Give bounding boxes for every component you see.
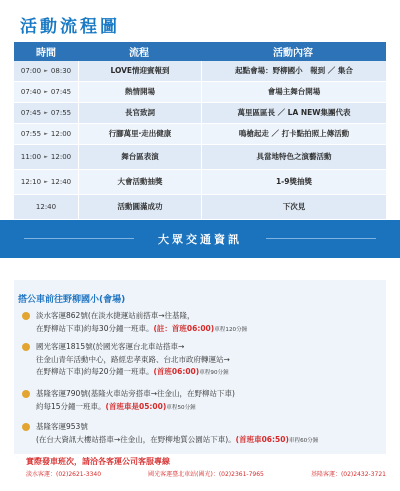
table-row bbox=[14, 124, 386, 145]
route-line: 國光客運1815號(於國光客運台北車站搭車→ bbox=[36, 342, 185, 351]
route-item bbox=[36, 388, 386, 414]
contact-tamsui: 淡水客運：(02)2621-3340 bbox=[26, 471, 102, 478]
flow-cell: 長官致詞 bbox=[78, 103, 201, 123]
schedule-table bbox=[14, 42, 386, 249]
time-start: 12:10 bbox=[20, 178, 42, 186]
schedule-header bbox=[14, 42, 386, 61]
table-row bbox=[14, 103, 386, 124]
page-title: 活動流程圖 bbox=[20, 17, 120, 37]
content-cell: 會場主舞台開場 bbox=[201, 82, 386, 102]
time-start: 07:45 bbox=[20, 109, 42, 117]
route-item bbox=[36, 421, 386, 447]
bullet-icon bbox=[22, 423, 30, 431]
route-text: 約每15分鐘一班車。 bbox=[36, 401, 106, 411]
content-cell: 萬里區區長 ／ LA NEW集團代表 bbox=[201, 103, 386, 123]
transport-banner bbox=[0, 220, 400, 258]
contact-kuokuang: 國光客運臺北車站(國光)：(02)2361-7965 bbox=[148, 471, 264, 478]
first-bus-highlight: (首班車06:50) bbox=[235, 434, 289, 444]
route-line: 淡水客運862號(在淡水捷運站前搭車→往基隆， bbox=[36, 311, 195, 320]
route-line bbox=[36, 401, 386, 415]
header-flow: 流程 bbox=[129, 48, 149, 59]
content-cell: 下次見 bbox=[201, 195, 386, 219]
travel-time: 車程90分鐘 bbox=[199, 370, 229, 376]
route-item bbox=[36, 341, 386, 380]
time-start: 07:00 bbox=[20, 67, 42, 75]
contact-keelung: 基隆客運：(02)2432-3721 bbox=[310, 471, 386, 478]
time-start: 12:40 bbox=[35, 203, 57, 211]
arrow-icon: ► bbox=[44, 131, 48, 137]
route-line bbox=[36, 366, 386, 380]
first-bus-highlight: (首班車是05:00) bbox=[105, 401, 167, 411]
flow-cell: 行腳萬里‧走出健康 bbox=[78, 124, 201, 144]
first-bus-highlight: (註：首班06:00) bbox=[153, 323, 215, 333]
table-row bbox=[14, 145, 386, 170]
time-end: 12:40 bbox=[50, 178, 72, 186]
route-item bbox=[36, 310, 386, 336]
content-cell: 1-9獎抽獎 bbox=[201, 170, 386, 194]
header-content: 活動內容 bbox=[273, 48, 313, 59]
route-text: (在台大資訊大樓站搭車→往金山，在野柳地質公園站下車)。 bbox=[36, 434, 236, 444]
flow-cell: 活動圓滿成功 bbox=[78, 195, 201, 219]
table-row bbox=[14, 195, 386, 220]
flow-cell: 大會活動抽獎 bbox=[78, 170, 201, 194]
time-start: 11:00 bbox=[20, 153, 42, 161]
first-bus-highlight: (首班06:00) bbox=[153, 367, 200, 376]
content-cell: 鳴槍起走 ／ 打卡點拍照上傳活動 bbox=[201, 124, 386, 144]
time-end: 12:00 bbox=[50, 153, 72, 161]
transport-title: 大眾交通資訊 bbox=[158, 233, 242, 246]
flow-cell: 熱情開場 bbox=[78, 82, 201, 102]
route-line bbox=[36, 434, 386, 448]
flow-cell: 舞台區表演 bbox=[78, 145, 201, 169]
time-end: 12:00 bbox=[50, 130, 72, 138]
route-text: 在野柳站下車)約每20分鐘一班車。 bbox=[36, 367, 154, 376]
route-line: 基隆客運953號 bbox=[36, 422, 88, 431]
flow-cell: LOVE情迎賓報到 bbox=[78, 61, 201, 81]
bullet-icon bbox=[22, 343, 30, 351]
banner-divider-right bbox=[266, 238, 376, 239]
travel-time: 車程120分鐘 bbox=[214, 326, 248, 333]
footer-contacts bbox=[26, 469, 386, 478]
content-cell: 起點會場：野柳國小 報到 ／ 集合 bbox=[201, 61, 386, 81]
table-row bbox=[14, 170, 386, 195]
footer bbox=[0, 454, 400, 491]
time-end: 08:30 bbox=[50, 67, 72, 75]
bullet-icon bbox=[22, 390, 30, 398]
route-line: 往金山青年活動中心，路經忠孝東路、台北市政府轉運站→ bbox=[36, 354, 230, 364]
route-line: 基隆客運790號(基隆火車站旁搭車→往金山，在野柳站下車) bbox=[36, 389, 235, 398]
time-start: 07:55 bbox=[20, 130, 42, 138]
bullet-icon bbox=[22, 312, 30, 320]
route-text: 在野柳站下車)約每30分鐘一班車。 bbox=[36, 323, 154, 333]
time-end: 07:45 bbox=[50, 88, 72, 96]
table-row bbox=[14, 82, 386, 103]
travel-time: 車程50分鐘 bbox=[166, 404, 196, 411]
table-row bbox=[14, 61, 386, 82]
arrow-icon: ► bbox=[44, 110, 48, 116]
arrow-icon: ► bbox=[44, 154, 48, 160]
route-line bbox=[36, 323, 386, 337]
arrow-icon: ► bbox=[44, 68, 48, 74]
header-time: 時間 bbox=[36, 48, 56, 59]
content-cell: 具當地特色之演藝活動 bbox=[201, 145, 386, 169]
travel-time: 車程60分鐘 bbox=[288, 437, 319, 444]
transport-subtitle: 搭公車前往野柳國小(會場) bbox=[18, 295, 126, 305]
time-end: 07:55 bbox=[50, 109, 72, 117]
arrow-icon: ► bbox=[44, 89, 48, 95]
arrow-icon: ► bbox=[44, 179, 48, 185]
time-start: 07:40 bbox=[20, 88, 42, 96]
footer-heading: 實際發車班次，請洽各客運公司客服專線 bbox=[26, 457, 170, 466]
